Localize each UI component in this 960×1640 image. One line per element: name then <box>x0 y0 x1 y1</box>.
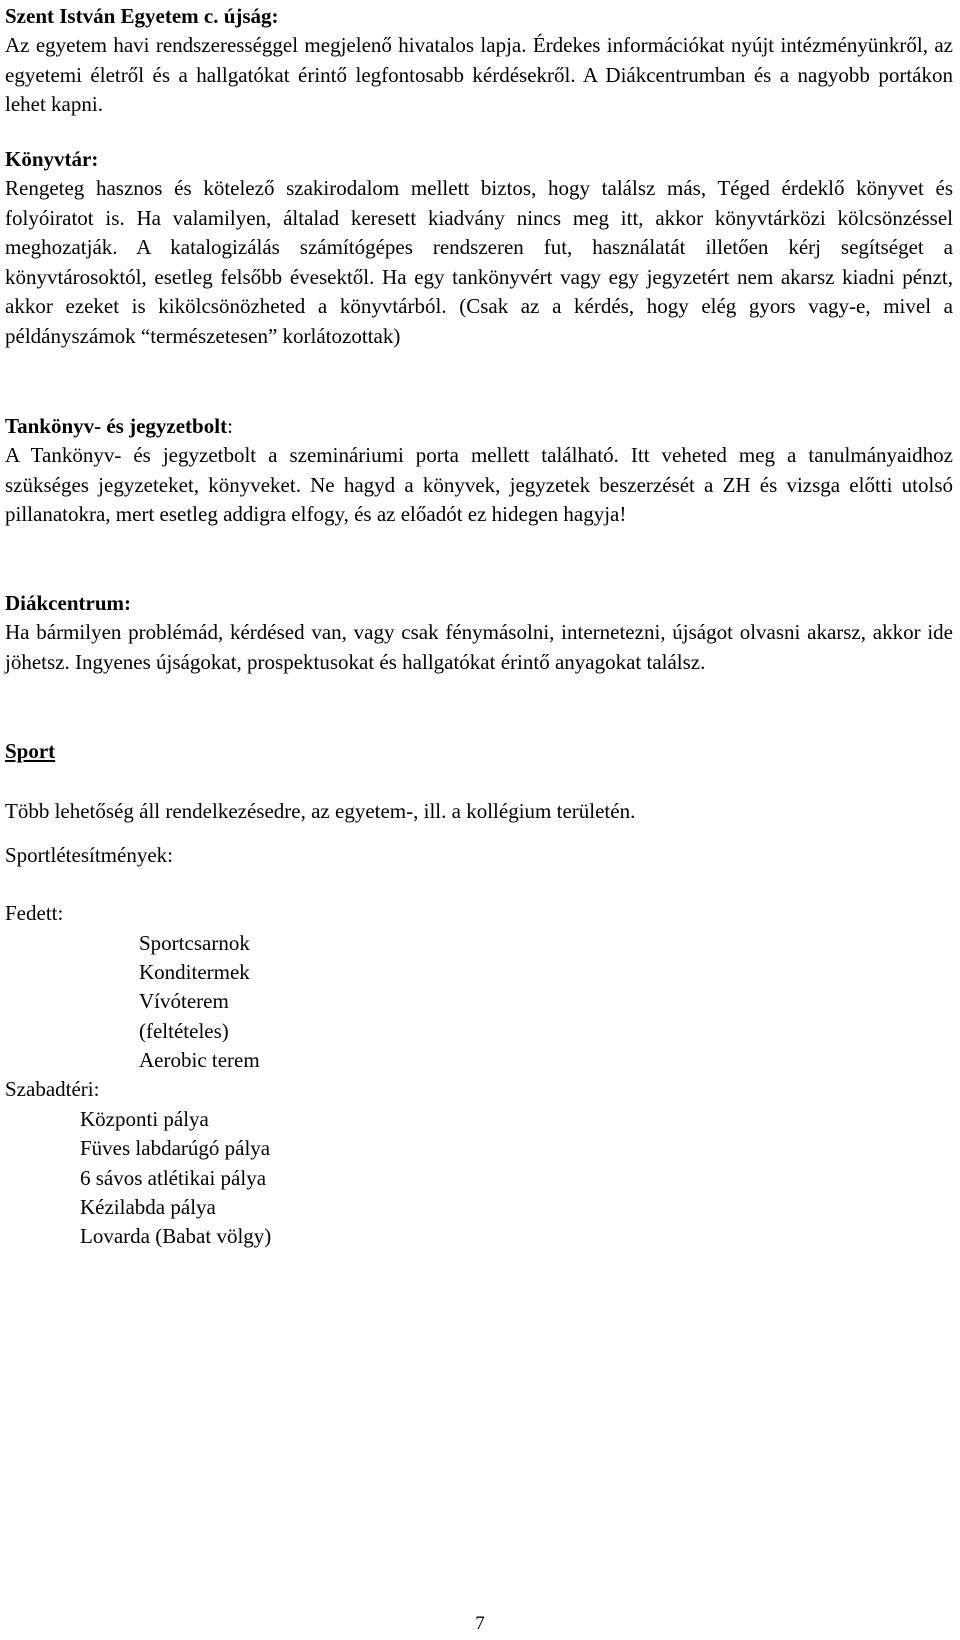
indoor-label: Fedett: <box>5 901 64 925</box>
sport-link[interactable]: Sport <box>5 739 56 763</box>
bookshop-title-colon: : <box>227 414 233 438</box>
sport-intro: Több lehetőség áll rendelkezésedre, az egyetem-, ill. a kollégium területén. <box>5 799 636 823</box>
indoor-item: Vívóterem <box>139 989 229 1013</box>
outdoor-item: Lovarda (Babat völgy) <box>80 1224 272 1248</box>
indoor-item: (feltételes) <box>139 1019 229 1043</box>
student-center-section <box>5 589 953 677</box>
bookshop-section <box>5 412 953 530</box>
library-section <box>5 145 953 351</box>
outdoor-item: Központi pálya <box>80 1107 209 1131</box>
newspaper-body: Az egyetem havi rendszerességgel megjelenő hivatalos lapja. Érdekes információkat nyújt intézményünkről, az egyetemi életről és a hallgatókat érintő legfontosabb kérdésekről. A Diákcentrumban és a nagyobb portákon lehet kapni. <box>5 33 953 116</box>
bookshop-heading <box>5 412 953 441</box>
sport-facilities-label: Sportlétesítmények: <box>5 843 173 867</box>
library-title: Könyvtár: <box>5 147 99 171</box>
outdoor-item: 6 sávos atlétikai pálya <box>80 1166 267 1190</box>
indoor-item: Aerobic terem <box>139 1048 260 1072</box>
outdoor-item: Kézilabda pálya <box>80 1195 216 1219</box>
outdoor-item: Füves labdarúgó pálya <box>80 1136 271 1160</box>
bookshop-title: Tankönyv- és jegyzetbolt <box>5 414 228 438</box>
outdoor-label: Szabadtéri: <box>5 1077 100 1101</box>
library-body: Rengeteg hasznos és kötelező szakirodalom mellett biztos, hogy találsz más, Téged érdeklő könyvet és folyóiratot is. Ha valamilyen, általad keresett kiadvány nincs meg itt, akkor könyvtárközi kölcsönzéssel meghozatják. A katalogizálás számítógépes rendszeren fut, használatát illetően kérj segítséget a könyvtárosoktól, esetleg felsőbb évesektől. Ha egy tankönyvért vagy egy jegyzetért nem akarsz kiadni pénzt, akkor ezeket is kikölcsönözheted a könyvtárból. (Csak az a kérdés, hogy elég gyors vagy-e, mivel a példányszámok “természetesen” korlátozottak) <box>5 176 953 348</box>
student-center-body: Ha bármilyen problémád, kérdésed van, vagy csak fénymásolni, internetezni, újságot olvasni akarsz, akkor ide jöhetsz. Ingyenes újságokat, prospektusokat és hallgatókat érintő anyagokat találsz. <box>5 620 953 674</box>
sport-heading-row <box>5 737 55 766</box>
page-number: 7 <box>475 1613 485 1634</box>
bookshop-body: A Tankönyv- és jegyzetbolt a szemináriumi porta mellett található. Itt veheted meg a tanulmányaidhoz szükséges jegyzeteket, könyveket. Ne hagyd a könyvek, jegyzetek beszerzését a ZH és vizsga előtti utolsó pillanatokra, mert esetleg addigra elfogy, és az előadót ez hidegen hagyja! <box>5 443 953 526</box>
indoor-item: Sportcsarnok <box>139 931 250 955</box>
newspaper-title: Szent István Egyetem c. újság: <box>5 4 279 28</box>
indoor-item: Konditermek <box>139 960 250 984</box>
newspaper-section <box>5 2 953 120</box>
student-center-title: Diákcentrum: <box>5 591 131 615</box>
